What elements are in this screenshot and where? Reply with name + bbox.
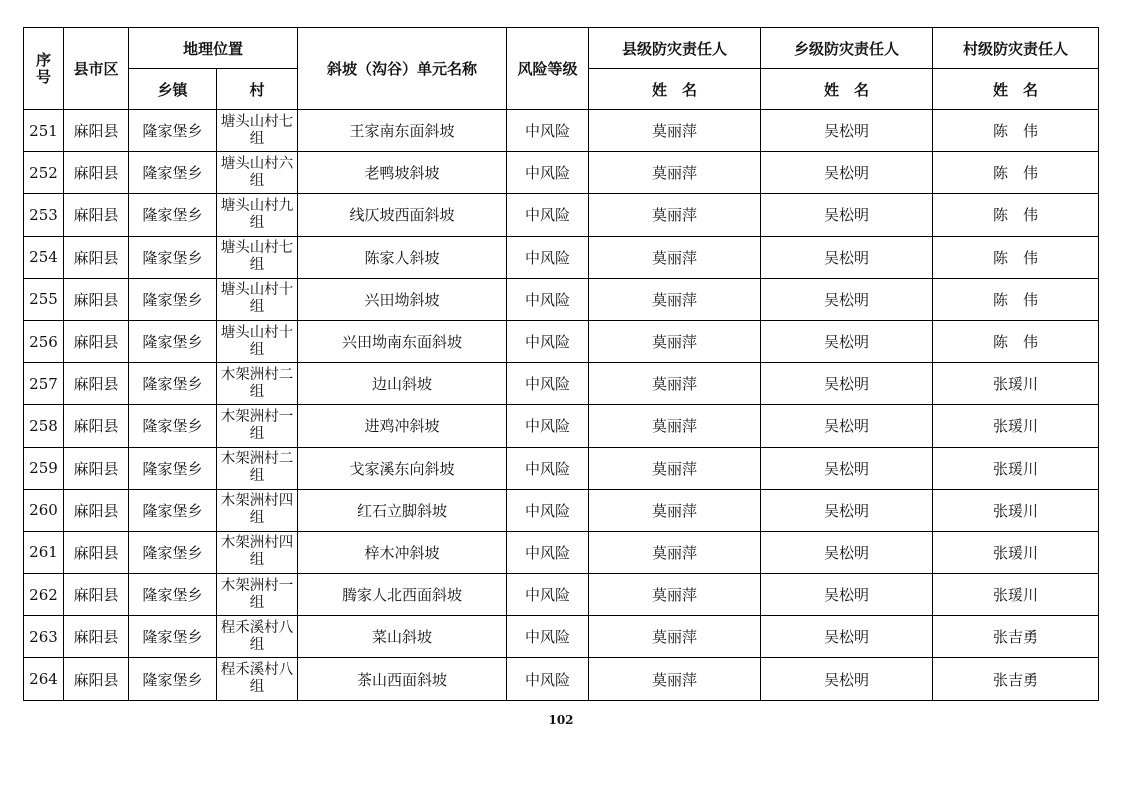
table-row (24, 447, 1099, 489)
table-row (24, 363, 1099, 405)
slope-name-cell: 边山斜坡 (298, 363, 507, 405)
town-cell: 隆家堡乡 (129, 616, 217, 658)
village-person-cell: 张瑗川 (933, 405, 1099, 447)
village-cell: 塘头山村十组 (217, 320, 298, 362)
town-cell: 隆家堡乡 (129, 405, 217, 447)
town-cell: 隆家堡乡 (129, 236, 217, 278)
county-cell: 麻阳县 (64, 363, 129, 405)
slope-name-cell: 兴田坳南东面斜坡 (298, 320, 507, 362)
table-row (24, 278, 1099, 320)
village-cell: 木架洲村四组 (217, 489, 298, 531)
town-cell: 隆家堡乡 (129, 531, 217, 573)
village-person-cell: 陈 伟 (933, 278, 1099, 320)
town-name-label: 姓 名 (761, 69, 933, 110)
page-number: 102 (548, 713, 574, 727)
town-person-cell: 吴松明 (761, 363, 933, 405)
seq-header-top: 序 (35, 50, 51, 69)
risk-level-cell: 中风险 (507, 110, 589, 152)
slope-name-cell: 兴田坳斜坡 (298, 278, 507, 320)
village-person-cell: 陈 伟 (933, 110, 1099, 152)
village-cell: 木架洲村二组 (217, 447, 298, 489)
slope-name-cell: 陈家人斜坡 (298, 236, 507, 278)
row-number-cell: 259 (24, 447, 64, 489)
county-responsible-header: 县级防灾责任人 (589, 28, 761, 69)
town-person-cell: 吴松明 (761, 658, 933, 700)
row-number-cell: 252 (24, 152, 64, 194)
town-person-cell: 吴松明 (761, 278, 933, 320)
risk-level-cell: 中风险 (507, 447, 589, 489)
county-person-cell: 莫丽萍 (589, 616, 761, 658)
county-cell: 麻阳县 (64, 658, 129, 700)
risk-level-cell: 中风险 (507, 616, 589, 658)
county-cell: 麻阳县 (64, 110, 129, 152)
town-cell: 隆家堡乡 (129, 110, 217, 152)
risk-level-cell: 中风险 (507, 405, 589, 447)
county-cell: 麻阳县 (64, 405, 129, 447)
village-cell: 程禾溪村八组 (217, 658, 298, 700)
county-cell: 麻阳县 (64, 489, 129, 531)
town-cell: 隆家堡乡 (129, 489, 217, 531)
county-cell: 麻阳县 (64, 152, 129, 194)
town-person-cell: 吴松明 (761, 489, 933, 531)
risk-table (23, 27, 1099, 701)
county-person-cell: 莫丽萍 (589, 110, 761, 152)
town-cell: 隆家堡乡 (129, 658, 217, 700)
slope-name-cell: 红石立脚斜坡 (298, 489, 507, 531)
town-person-cell: 吴松明 (761, 110, 933, 152)
village-cell: 塘头山村九组 (217, 194, 298, 236)
table-row (24, 531, 1099, 573)
county-cell: 麻阳县 (64, 447, 129, 489)
town-person-cell: 吴松明 (761, 320, 933, 362)
county-cell: 麻阳县 (64, 574, 129, 616)
village-cell: 木架洲村一组 (217, 574, 298, 616)
table-row (24, 152, 1099, 194)
risk-level-cell: 中风险 (507, 489, 589, 531)
seq-header-bottom: 号 (35, 67, 51, 86)
county-person-cell: 莫丽萍 (589, 194, 761, 236)
town-cell: 隆家堡乡 (129, 447, 217, 489)
risk-level-cell: 中风险 (507, 531, 589, 573)
county-cell: 麻阳县 (64, 320, 129, 362)
village-person-cell: 张吉勇 (933, 616, 1099, 658)
slope-name-cell: 梓木冲斜坡 (298, 531, 507, 573)
table-row (24, 320, 1099, 362)
town-cell: 隆家堡乡 (129, 574, 217, 616)
village-person-cell: 张瑗川 (933, 447, 1099, 489)
town-cell: 隆家堡乡 (129, 278, 217, 320)
county-person-cell: 莫丽萍 (589, 447, 761, 489)
table-row (24, 236, 1099, 278)
row-number-cell: 262 (24, 574, 64, 616)
town-responsible-header: 乡级防灾责任人 (761, 28, 933, 69)
table-row (24, 574, 1099, 616)
town-person-cell: 吴松明 (761, 405, 933, 447)
table-row (24, 658, 1099, 700)
town-cell: 隆家堡乡 (129, 152, 217, 194)
table-row (24, 110, 1099, 152)
geo-location-header: 地理位置 (129, 28, 298, 69)
table-row (24, 616, 1099, 658)
county-person-cell: 莫丽萍 (589, 658, 761, 700)
table-row (24, 405, 1099, 447)
town-cell: 隆家堡乡 (129, 363, 217, 405)
risk-level-cell: 中风险 (507, 658, 589, 700)
village-cell: 塘头山村七组 (217, 236, 298, 278)
risk-level-cell: 中风险 (507, 152, 589, 194)
town-person-cell: 吴松明 (761, 531, 933, 573)
village-person-cell: 陈 伟 (933, 320, 1099, 362)
risk-level-header: 风险等级 (507, 28, 589, 110)
row-number-cell: 263 (24, 616, 64, 658)
town-cell: 隆家堡乡 (129, 320, 217, 362)
village-person-cell: 张瑗川 (933, 363, 1099, 405)
risk-level-cell: 中风险 (507, 574, 589, 616)
row-number-cell: 258 (24, 405, 64, 447)
slope-name-cell: 茶山西面斜坡 (298, 658, 507, 700)
slope-name-cell: 线仄坡西面斜坡 (298, 194, 507, 236)
village-cell: 木架洲村二组 (217, 363, 298, 405)
village-person-cell: 张吉勇 (933, 658, 1099, 700)
village-person-cell: 张瑗川 (933, 574, 1099, 616)
county-cell: 麻阳县 (64, 278, 129, 320)
header-row-1 (24, 28, 1099, 69)
slope-name-cell: 腾家人北西面斜坡 (298, 574, 507, 616)
risk-level-cell: 中风险 (507, 363, 589, 405)
row-number-cell: 264 (24, 658, 64, 700)
row-number-cell: 251 (24, 110, 64, 152)
row-number-cell: 257 (24, 363, 64, 405)
slope-name-cell: 进鸡冲斜坡 (298, 405, 507, 447)
county-header: 县市区 (64, 28, 129, 110)
row-number-cell: 261 (24, 531, 64, 573)
table-row (24, 489, 1099, 531)
county-person-cell: 莫丽萍 (589, 405, 761, 447)
village-cell: 塘头山村十组 (217, 278, 298, 320)
village-name-label: 姓 名 (933, 69, 1099, 110)
village-person-cell: 陈 伟 (933, 236, 1099, 278)
village-person-cell: 陈 伟 (933, 194, 1099, 236)
risk-level-cell: 中风险 (507, 320, 589, 362)
village-person-cell: 张瑗川 (933, 531, 1099, 573)
county-person-cell: 莫丽萍 (589, 574, 761, 616)
row-number-cell: 256 (24, 320, 64, 362)
county-person-cell: 莫丽萍 (589, 236, 761, 278)
town-header: 乡镇 (129, 69, 217, 110)
county-name-label: 姓 名 (589, 69, 761, 110)
town-cell: 隆家堡乡 (129, 194, 217, 236)
county-cell: 麻阳县 (64, 616, 129, 658)
town-person-cell: 吴松明 (761, 447, 933, 489)
village-cell: 塘头山村六组 (217, 152, 298, 194)
village-person-cell: 陈 伟 (933, 152, 1099, 194)
county-person-cell: 莫丽萍 (589, 363, 761, 405)
village-cell: 程禾溪村八组 (217, 616, 298, 658)
risk-level-cell: 中风险 (507, 278, 589, 320)
seq-header (24, 28, 64, 110)
county-cell: 麻阳县 (64, 531, 129, 573)
village-cell: 木架洲村一组 (217, 405, 298, 447)
risk-level-cell: 中风险 (507, 194, 589, 236)
slope-name-cell: 戈家溪东向斜坡 (298, 447, 507, 489)
village-responsible-header: 村级防灾责任人 (933, 28, 1099, 69)
risk-level-cell: 中风险 (507, 236, 589, 278)
town-person-cell: 吴松明 (761, 616, 933, 658)
village-cell: 木架洲村四组 (217, 531, 298, 573)
table-body (24, 110, 1099, 701)
town-person-cell: 吴松明 (761, 574, 933, 616)
row-number-cell: 255 (24, 278, 64, 320)
row-number-cell: 253 (24, 194, 64, 236)
county-person-cell: 莫丽萍 (589, 320, 761, 362)
county-person-cell: 莫丽萍 (589, 152, 761, 194)
county-person-cell: 莫丽萍 (589, 531, 761, 573)
row-number-cell: 254 (24, 236, 64, 278)
slope-name-cell: 菜山斜坡 (298, 616, 507, 658)
slope-name-cell: 王家南东面斜坡 (298, 110, 507, 152)
village-header: 村 (217, 69, 298, 110)
county-cell: 麻阳县 (64, 236, 129, 278)
county-person-cell: 莫丽萍 (589, 278, 761, 320)
row-number-cell: 260 (24, 489, 64, 531)
town-person-cell: 吴松明 (761, 152, 933, 194)
town-person-cell: 吴松明 (761, 236, 933, 278)
village-cell: 塘头山村七组 (217, 110, 298, 152)
slope-name-cell: 老鸭坡斜坡 (298, 152, 507, 194)
town-person-cell: 吴松明 (761, 194, 933, 236)
village-person-cell: 张瑗川 (933, 489, 1099, 531)
slope-name-header: 斜坡（沟谷）单元名称 (298, 28, 507, 110)
table-row (24, 194, 1099, 236)
county-cell: 麻阳县 (64, 194, 129, 236)
county-person-cell: 莫丽萍 (589, 489, 761, 531)
